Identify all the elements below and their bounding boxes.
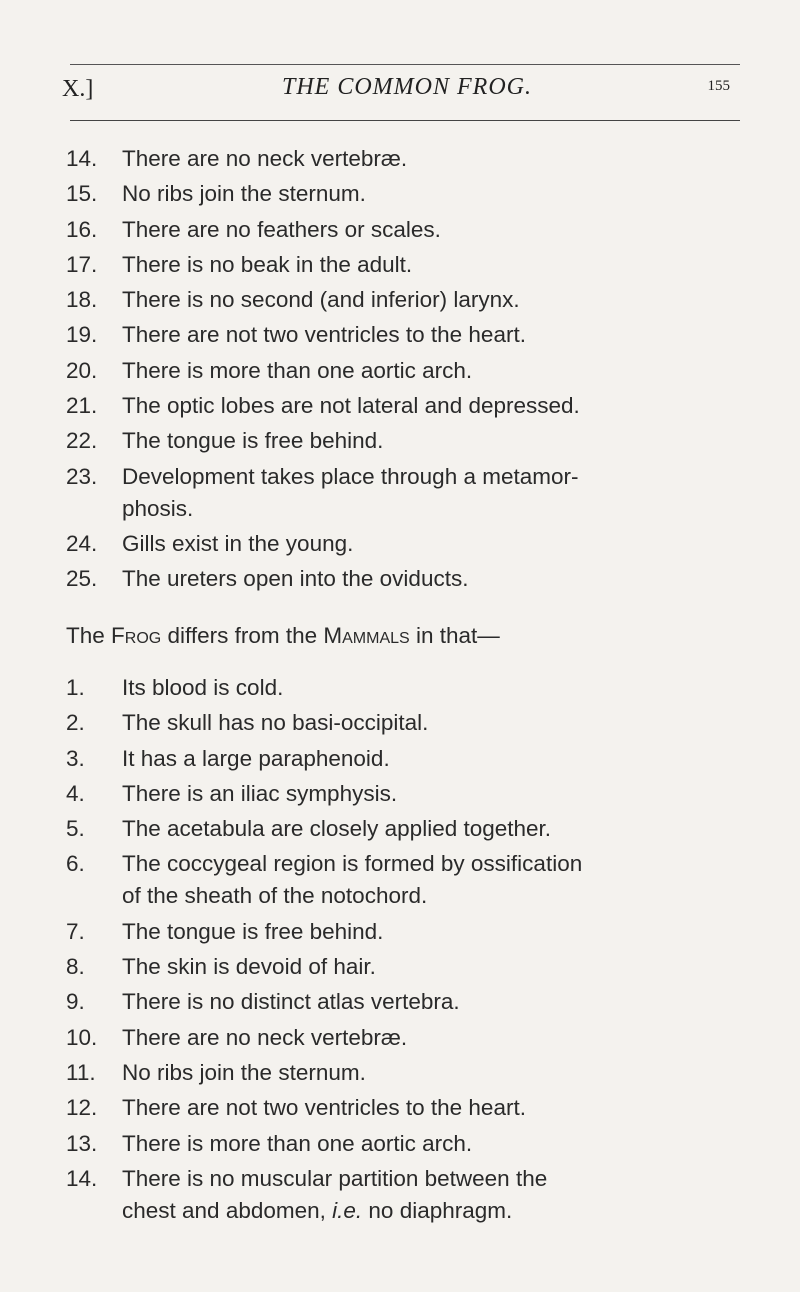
item-text: There is no muscular partition between the — [122, 1165, 548, 1191]
item-number: 9. — [66, 989, 85, 1015]
item-text: There are no neck vertebræ. — [122, 1024, 408, 1050]
list-item — [66, 390, 786, 422]
item-number: 12. — [66, 1095, 98, 1121]
list-item — [66, 1128, 786, 1160]
item-text: There is no distinct atlas vertebra. — [122, 989, 460, 1015]
list-item — [66, 319, 786, 351]
item-text: The optic lobes are not lateral and depressed. — [122, 393, 580, 419]
list-item — [66, 848, 786, 912]
item-number: 5. — [66, 816, 85, 842]
item-text: The skin is devoid of hair. — [122, 954, 376, 980]
item-text: There is no beak in the adult. — [122, 251, 413, 277]
item-number: 3. — [66, 745, 85, 771]
item-text: There are not two ventricles to the heart. — [122, 1095, 526, 1121]
item-number: 14. — [66, 1165, 98, 1191]
list-item — [66, 563, 786, 595]
item-text: There are not two ventricles to the heart. — [122, 322, 526, 348]
list-item — [66, 986, 786, 1018]
item-number: 24. — [66, 530, 98, 556]
list-item — [66, 813, 786, 845]
item-number: 6. — [66, 851, 85, 877]
item-number: 21. — [66, 393, 98, 419]
intro-mammals: Mammals — [323, 623, 410, 648]
list-item — [66, 1163, 786, 1227]
item-number: 22. — [66, 428, 98, 454]
item-number: 4. — [66, 780, 85, 806]
item-number: 10. — [66, 1024, 98, 1050]
intro-frog: Frog — [111, 623, 162, 648]
item-text: There are no neck vertebræ. — [122, 146, 408, 171]
item-text: The tongue is free behind. — [122, 428, 384, 454]
mammal-differences-list — [66, 672, 786, 1230]
continuation-pre: chest and abdomen, — [122, 1197, 333, 1223]
list-item — [66, 355, 786, 387]
item-text: There is no second (and inferior) larynx. — [122, 287, 520, 313]
running-title: THE COMMON FROG. — [282, 74, 532, 100]
item-number: 2. — [66, 710, 85, 736]
bird-differences-list — [66, 143, 786, 599]
item-text-continuation — [122, 1195, 786, 1227]
header-bottom-rule — [70, 120, 740, 121]
item-number: 18. — [66, 287, 98, 313]
item-text: The acetabula are closely applied together. — [122, 816, 552, 842]
item-text: It has a large paraphenoid. — [122, 745, 390, 771]
item-text: No ribs join the sternum. — [122, 181, 366, 207]
list-item — [66, 707, 786, 739]
item-text: The ureters open into the oviducts. — [122, 566, 469, 592]
item-text: Gills exist in the young. — [122, 530, 354, 556]
list-item — [66, 143, 786, 175]
list-item — [66, 743, 786, 775]
item-text: The tongue is free behind. — [122, 918, 384, 944]
item-text-continuation: phosis. — [122, 495, 194, 521]
list-item — [66, 284, 786, 316]
list-item — [66, 778, 786, 810]
item-text: No ribs join the sternum. — [122, 1059, 366, 1085]
list-item — [66, 214, 786, 246]
item-text: There is more than one aortic arch. — [122, 1130, 473, 1156]
item-number: 19. — [66, 322, 98, 348]
item-number: 16. — [66, 216, 98, 242]
item-number: 7. — [66, 918, 85, 944]
list-item — [66, 178, 786, 210]
item-text-continuation: of the sheath of the notochord. — [122, 883, 428, 909]
item-number: 1. — [66, 675, 85, 700]
item-number: 13. — [66, 1130, 98, 1156]
list-item — [66, 425, 786, 457]
list-item — [66, 951, 786, 983]
list-item — [66, 1092, 786, 1124]
item-text: There is an iliac symphysis. — [122, 780, 398, 806]
ie-abbreviation: i.e. — [332, 1197, 363, 1223]
list-item — [66, 1022, 786, 1054]
item-text-wrapped — [122, 1163, 786, 1227]
item-number: 17. — [66, 251, 98, 277]
intro-post: in that— — [409, 623, 500, 648]
item-number: 25. — [66, 566, 98, 592]
item-text-wrapped — [122, 848, 786, 912]
item-text: There is more than one aortic arch. — [122, 357, 473, 383]
list-item — [66, 672, 786, 704]
mammals-intro-sentence — [66, 620, 500, 652]
list-item — [66, 528, 786, 560]
continuation-post: no diaphragm. — [362, 1197, 513, 1223]
item-number: 20. — [66, 357, 98, 383]
page-number: 155 — [707, 78, 730, 94]
item-text: Its blood is cold. — [122, 675, 284, 700]
chapter-marker: X.] — [62, 76, 94, 102]
list-item — [66, 916, 786, 948]
item-text: There are no feathers or scales. — [122, 216, 441, 242]
item-number: 23. — [66, 463, 98, 489]
item-number: 8. — [66, 954, 85, 980]
item-number: 14. — [66, 146, 98, 171]
list-item — [66, 461, 786, 525]
item-text-wrapped — [122, 461, 786, 525]
item-number: 15. — [66, 181, 98, 207]
intro-pre: The — [66, 623, 112, 648]
item-text: The skull has no basi-occipital. — [122, 710, 429, 736]
item-text: Development takes place through a metamor- — [122, 463, 579, 489]
list-item — [66, 249, 786, 281]
list-item — [66, 1057, 786, 1089]
header-top-rule — [70, 64, 740, 65]
item-number: 11. — [66, 1059, 96, 1085]
running-header — [62, 70, 752, 106]
item-text: The coccygeal region is formed by ossification — [122, 851, 583, 877]
intro-mid: differs from the — [161, 623, 324, 648]
